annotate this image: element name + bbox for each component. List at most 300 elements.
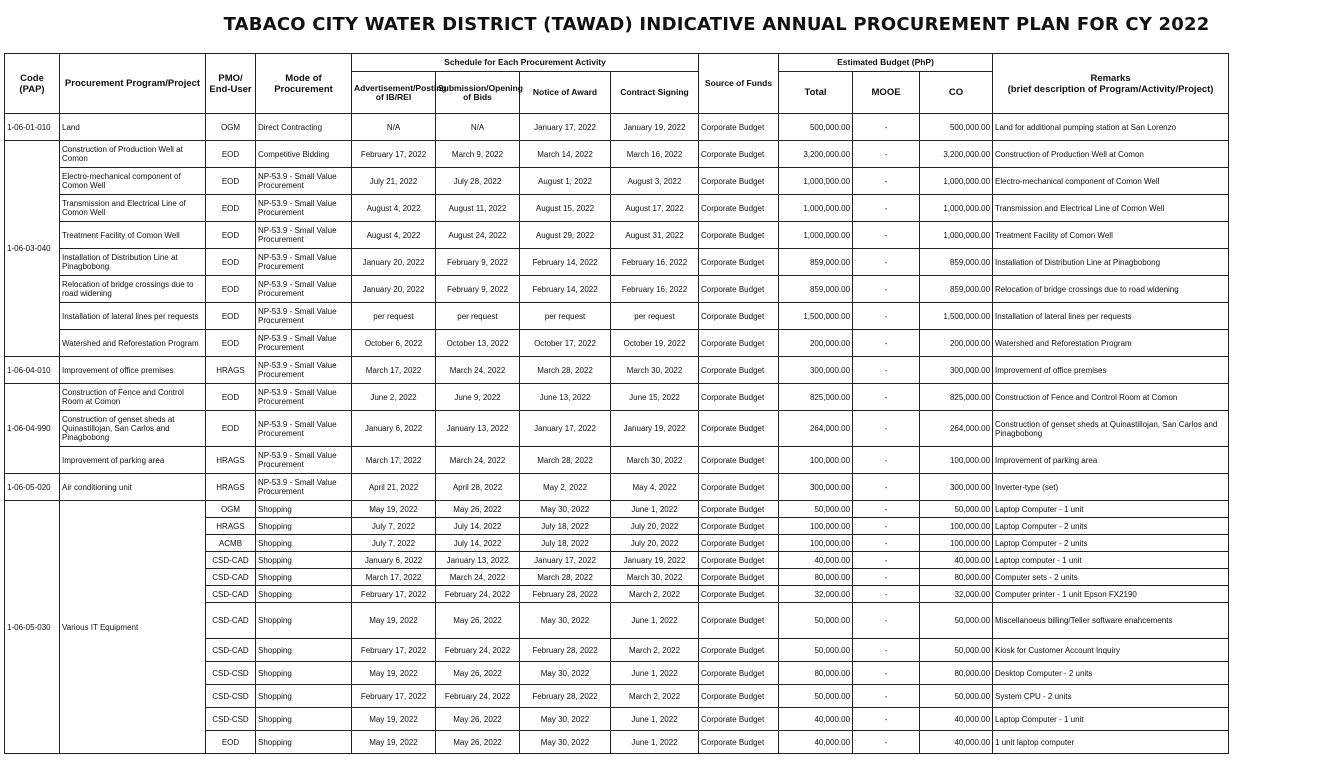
mode-cell: NP-53.9 - Small Value Procurement	[256, 474, 352, 501]
sub-cell: May 26, 2022	[436, 731, 520, 754]
remarks-cell: Desktop Computer - 2 units	[993, 662, 1229, 685]
pmo-cell: HRAGS	[206, 447, 256, 474]
total-cell: 50,000.00	[779, 603, 853, 639]
program-cell: Air conditioning unit	[60, 474, 206, 501]
award-cell: February 28, 2022	[520, 685, 611, 708]
table-row	[5, 357, 1229, 384]
mooe-cell: -	[853, 168, 920, 195]
adv-cell: June 2, 2022	[352, 384, 436, 411]
sub-cell: May 26, 2022	[436, 662, 520, 685]
total-cell: 100,000.00	[779, 518, 853, 535]
code-cell: 1-06-04-990	[5, 384, 60, 474]
remarks-cell: Relocation of bridge crossings due to road widening	[993, 276, 1229, 303]
mode-cell: Competitive Bidding	[256, 141, 352, 168]
sub-cell: April 28, 2022	[436, 474, 520, 501]
total-cell: 300,000.00	[779, 474, 853, 501]
program-cell: Construction of Production Well at Comon	[60, 141, 206, 168]
co-cell: 300,000.00	[920, 474, 993, 501]
program-cell: Installation of lateral lines per requests	[60, 303, 206, 330]
mode-cell: Shopping	[256, 569, 352, 586]
mode-cell: Shopping	[256, 639, 352, 662]
mooe-cell: -	[853, 639, 920, 662]
remarks-cell: Laptop Computer - 2 units	[993, 535, 1229, 552]
total-cell: 100,000.00	[779, 447, 853, 474]
mooe-cell: -	[853, 357, 920, 384]
source-cell: Corporate Budget	[699, 708, 779, 731]
adv-cell: May 19, 2022	[352, 603, 436, 639]
contract-cell: March 2, 2022	[611, 586, 699, 603]
contract-cell: August 3, 2022	[611, 168, 699, 195]
program-cell: Transmission and Electrical Line of Comon Well	[60, 195, 206, 222]
code-cell: 1-06-04-010	[5, 357, 60, 384]
mooe-cell: -	[853, 114, 920, 141]
sub-cell: January 13, 2022	[436, 552, 520, 569]
adv-cell: per request	[352, 303, 436, 330]
header-award: Notice of Award	[520, 72, 611, 114]
adv-cell: August 4, 2022	[352, 195, 436, 222]
award-cell: August 29, 2022	[520, 222, 611, 249]
award-cell: July 18, 2022	[520, 518, 611, 535]
source-cell: Corporate Budget	[699, 330, 779, 357]
pmo-cell: EOD	[206, 249, 256, 276]
remarks-cell: Computer printer - 1 unit Epson FX2190	[993, 586, 1229, 603]
source-cell: Corporate Budget	[699, 447, 779, 474]
source-cell: Corporate Budget	[699, 685, 779, 708]
pmo-cell: EOD	[206, 168, 256, 195]
header-remarks-title: Remarks	[1090, 72, 1131, 84]
source-cell: Corporate Budget	[699, 411, 779, 447]
contract-cell: August 17, 2022	[611, 195, 699, 222]
program-cell: Watershed and Reforestation Program	[60, 330, 206, 357]
sub-cell: January 13, 2022	[436, 411, 520, 447]
contract-cell: March 2, 2022	[611, 685, 699, 708]
source-cell: Corporate Budget	[699, 569, 779, 586]
sub-cell: March 9, 2022	[436, 141, 520, 168]
adv-cell: February 17, 2022	[352, 639, 436, 662]
co-cell: 100,000.00	[920, 447, 993, 474]
header-contract: Contract Signing	[611, 72, 699, 114]
mooe-cell: -	[853, 330, 920, 357]
table-body	[5, 114, 1229, 754]
remarks-cell: Laptop Computer - 1 unit	[993, 708, 1229, 731]
mode-cell: Shopping	[256, 731, 352, 754]
award-cell: January 17, 2022	[520, 552, 611, 569]
program-cell: Land	[60, 114, 206, 141]
adv-cell: October 6, 2022	[352, 330, 436, 357]
mooe-cell: -	[853, 569, 920, 586]
pmo-cell: HRAGS	[206, 474, 256, 501]
remarks-cell: Improvement of office premises	[993, 357, 1229, 384]
co-cell: 859,000.00	[920, 276, 993, 303]
award-cell: August 1, 2022	[520, 168, 611, 195]
header-program: Procurement Program/Project	[60, 54, 206, 114]
sub-cell: February 9, 2022	[436, 276, 520, 303]
sub-cell: August 24, 2022	[436, 222, 520, 249]
mooe-cell: -	[853, 249, 920, 276]
mode-cell: NP-53.9 - Small Value Procurement	[256, 222, 352, 249]
mode-cell: NP-53.9 - Small Value Procurement	[256, 276, 352, 303]
adv-cell: March 17, 2022	[352, 357, 436, 384]
award-cell: March 28, 2022	[520, 447, 611, 474]
total-cell: 200,000.00	[779, 330, 853, 357]
mooe-cell: -	[853, 222, 920, 249]
award-cell: August 15, 2022	[520, 195, 611, 222]
contract-cell: March 16, 2022	[611, 141, 699, 168]
source-cell: Corporate Budget	[699, 639, 779, 662]
remarks-cell: Laptop computer - 1 unit	[993, 552, 1229, 569]
total-cell: 40,000.00	[779, 708, 853, 731]
co-cell: 50,000.00	[920, 685, 993, 708]
co-cell: 264,000.00	[920, 411, 993, 447]
adv-cell: January 20, 2022	[352, 276, 436, 303]
sub-cell: June 9, 2022	[436, 384, 520, 411]
sub-cell: May 26, 2022	[436, 501, 520, 518]
code-cell: 1-06-03-040	[5, 141, 60, 357]
pmo-cell: CSD-CAD	[206, 552, 256, 569]
program-cell: Construction of genset sheds at Quinastillojan, San Carlos and Pinagbobong	[60, 411, 206, 447]
procurement-plan-table	[4, 53, 1229, 754]
pmo-cell: CSD-CAD	[206, 603, 256, 639]
remarks-cell: Laptop Computer - 2 units	[993, 518, 1229, 535]
sub-cell: March 24, 2022	[436, 447, 520, 474]
sub-cell: March 24, 2022	[436, 357, 520, 384]
total-cell: 264,000.00	[779, 411, 853, 447]
mode-cell: NP-53.9 - Small Value Procurement	[256, 195, 352, 222]
sub-cell: July 14, 2022	[436, 535, 520, 552]
header-adv: Advertisement/Posting of IB/REI	[352, 72, 436, 114]
program-cell: Installation of Distribution Line at Pinagbobong	[60, 249, 206, 276]
pmo-cell: HRAGS	[206, 518, 256, 535]
sub-cell: August 11, 2022	[436, 195, 520, 222]
total-cell: 50,000.00	[779, 501, 853, 518]
co-cell: 1,500,000.00	[920, 303, 993, 330]
table-row	[5, 249, 1229, 276]
table-row	[5, 114, 1229, 141]
pmo-cell: CSD-CSD	[206, 685, 256, 708]
pmo-cell: EOD	[206, 330, 256, 357]
contract-cell: per request	[611, 303, 699, 330]
table-row	[5, 222, 1229, 249]
header-remarks-sub: (brief description of Program/Activity/Project)	[1007, 83, 1214, 95]
contract-cell: June 1, 2022	[611, 708, 699, 731]
adv-cell: January 6, 2022	[352, 552, 436, 569]
pmo-cell: EOD	[206, 731, 256, 754]
source-cell: Corporate Budget	[699, 501, 779, 518]
award-cell: February 14, 2022	[520, 276, 611, 303]
adv-cell: May 19, 2022	[352, 708, 436, 731]
award-cell: May 30, 2022	[520, 501, 611, 518]
adv-cell: February 17, 2022	[352, 586, 436, 603]
award-cell: October 17, 2022	[520, 330, 611, 357]
mooe-cell: -	[853, 586, 920, 603]
adv-cell: May 19, 2022	[352, 731, 436, 754]
sub-cell: May 26, 2022	[436, 708, 520, 731]
mooe-cell: -	[853, 662, 920, 685]
remarks-cell: Land for additional pumping station at San Lorenzo	[993, 114, 1229, 141]
co-cell: 40,000.00	[920, 552, 993, 569]
contract-cell: June 1, 2022	[611, 501, 699, 518]
co-cell: 300,000.00	[920, 357, 993, 384]
co-cell: 40,000.00	[920, 731, 993, 754]
award-cell: per request	[520, 303, 611, 330]
total-cell: 859,000.00	[779, 276, 853, 303]
co-cell: 1,000,000.00	[920, 195, 993, 222]
mode-cell: NP-53.9 - Small Value Procurement	[256, 330, 352, 357]
source-cell: Corporate Budget	[699, 535, 779, 552]
mooe-cell: -	[853, 474, 920, 501]
table-row	[5, 330, 1229, 357]
award-cell: July 18, 2022	[520, 535, 611, 552]
remarks-cell: Construction of genset sheds at Quinastillojan, San Carlos and Pinagbobong	[993, 411, 1229, 447]
total-cell: 859,000.00	[779, 249, 853, 276]
total-cell: 1,000,000.00	[779, 222, 853, 249]
pmo-cell: CSD-CAD	[206, 639, 256, 662]
pmo-cell: HRAGS	[206, 357, 256, 384]
remarks-cell: Laptop Computer - 1 unit	[993, 501, 1229, 518]
contract-cell: January 19, 2022	[611, 552, 699, 569]
total-cell: 1,000,000.00	[779, 168, 853, 195]
mooe-cell: -	[853, 685, 920, 708]
table-row	[5, 384, 1229, 411]
remarks-cell: Kiosk for Customer Account Inquiry	[993, 639, 1229, 662]
total-cell: 500,000.00	[779, 114, 853, 141]
contract-cell: February 16, 2022	[611, 276, 699, 303]
award-cell: June 13, 2022	[520, 384, 611, 411]
mooe-cell: -	[853, 501, 920, 518]
co-cell: 3,200,000.00	[920, 141, 993, 168]
contract-cell: July 20, 2022	[611, 518, 699, 535]
total-cell: 80,000.00	[779, 662, 853, 685]
mode-cell: NP-53.9 - Small Value Procurement	[256, 303, 352, 330]
mode-cell: Shopping	[256, 603, 352, 639]
mode-cell: Shopping	[256, 535, 352, 552]
contract-cell: March 30, 2022	[611, 357, 699, 384]
table-row	[5, 276, 1229, 303]
source-cell: Corporate Budget	[699, 474, 779, 501]
pmo-cell: EOD	[206, 276, 256, 303]
adv-cell: N/A	[352, 114, 436, 141]
source-cell: Corporate Budget	[699, 114, 779, 141]
remarks-cell: Miscellanoeus billing/Teller software enahcements	[993, 603, 1229, 639]
mode-cell: NP-53.9 - Small Value Procurement	[256, 384, 352, 411]
program-cell: Improvement of parking area	[60, 447, 206, 474]
pmo-cell: CSD-CAD	[206, 586, 256, 603]
mode-cell: Shopping	[256, 685, 352, 708]
award-cell: May 2, 2022	[520, 474, 611, 501]
total-cell: 1,500,000.00	[779, 303, 853, 330]
adv-cell: July 21, 2022	[352, 168, 436, 195]
pmo-cell: EOD	[206, 384, 256, 411]
remarks-cell: Installation of lateral lines per requests	[993, 303, 1229, 330]
co-cell: 100,000.00	[920, 518, 993, 535]
co-cell: 859,000.00	[920, 249, 993, 276]
adv-cell: July 7, 2022	[352, 535, 436, 552]
program-cell: Treatment Facility of Comon Well	[60, 222, 206, 249]
total-cell: 1,000,000.00	[779, 195, 853, 222]
co-cell: 80,000.00	[920, 662, 993, 685]
remarks-cell: Computer sets - 2 units	[993, 569, 1229, 586]
award-cell: February 14, 2022	[520, 249, 611, 276]
adv-cell: March 17, 2022	[352, 447, 436, 474]
mooe-cell: -	[853, 276, 920, 303]
mooe-cell: -	[853, 384, 920, 411]
table-header	[5, 54, 1229, 114]
award-cell: May 30, 2022	[520, 662, 611, 685]
sub-cell: March 24, 2022	[436, 569, 520, 586]
total-cell: 50,000.00	[779, 685, 853, 708]
adv-cell: January 20, 2022	[352, 249, 436, 276]
award-cell: January 17, 2022	[520, 411, 611, 447]
mooe-cell: -	[853, 303, 920, 330]
co-cell: 50,000.00	[920, 603, 993, 639]
pmo-cell: EOD	[206, 195, 256, 222]
source-cell: Corporate Budget	[699, 662, 779, 685]
sub-cell: May 26, 2022	[436, 603, 520, 639]
mooe-cell: -	[853, 141, 920, 168]
total-cell: 40,000.00	[779, 731, 853, 754]
total-cell: 32,000.00	[779, 586, 853, 603]
program-cell: Improvement of office premises	[60, 357, 206, 384]
sub-cell: July 14, 2022	[436, 518, 520, 535]
sub-cell: February 24, 2022	[436, 586, 520, 603]
remarks-cell: Transmission and Electrical Line of Comon Well	[993, 195, 1229, 222]
table-row	[5, 168, 1229, 195]
pmo-cell: CSD-CSD	[206, 662, 256, 685]
program-cell: Relocation of bridge crossings due to road widening	[60, 276, 206, 303]
header-code: Code (PAP)	[5, 54, 60, 114]
program-cell: Electro-mechanical component of Comon Well	[60, 168, 206, 195]
pmo-cell: EOD	[206, 222, 256, 249]
table-row	[5, 411, 1229, 447]
mooe-cell: -	[853, 535, 920, 552]
adv-cell: March 17, 2022	[352, 569, 436, 586]
adv-cell: July 7, 2022	[352, 518, 436, 535]
contract-cell: February 16, 2022	[611, 249, 699, 276]
pmo-cell: EOD	[206, 303, 256, 330]
remarks-cell: Watershed and Reforestation Program	[993, 330, 1229, 357]
contract-cell: January 19, 2022	[611, 411, 699, 447]
pmo-cell: ACMB	[206, 535, 256, 552]
mode-cell: NP-53.9 - Small Value Procurement	[256, 357, 352, 384]
program-cell: Construction of Fence and Control Room at Comon	[60, 384, 206, 411]
sub-cell: February 24, 2022	[436, 685, 520, 708]
header-remarks	[993, 54, 1229, 114]
total-cell: 100,000.00	[779, 535, 853, 552]
source-cell: Corporate Budget	[699, 222, 779, 249]
pmo-cell: OGM	[206, 114, 256, 141]
pmo-cell: EOD	[206, 411, 256, 447]
total-cell: 80,000.00	[779, 569, 853, 586]
mooe-cell: -	[853, 518, 920, 535]
table-row	[5, 501, 1229, 518]
mode-cell: Shopping	[256, 586, 352, 603]
co-cell: 50,000.00	[920, 639, 993, 662]
source-cell: Corporate Budget	[699, 276, 779, 303]
total-cell: 40,000.00	[779, 552, 853, 569]
header-sub: Submission/Opening of Bids	[436, 72, 520, 114]
adv-cell: May 19, 2022	[352, 662, 436, 685]
mooe-cell: -	[853, 708, 920, 731]
contract-cell: May 4, 2022	[611, 474, 699, 501]
co-cell: 40,000.00	[920, 708, 993, 731]
source-cell: Corporate Budget	[699, 586, 779, 603]
source-cell: Corporate Budget	[699, 731, 779, 754]
header-mode: Mode of Procurement	[256, 54, 352, 114]
source-cell: Corporate Budget	[699, 603, 779, 639]
total-cell: 50,000.00	[779, 639, 853, 662]
total-cell: 825,000.00	[779, 384, 853, 411]
pmo-cell: CSD-CAD	[206, 569, 256, 586]
co-cell: 1,000,000.00	[920, 168, 993, 195]
mode-cell: Shopping	[256, 501, 352, 518]
contract-cell: June 15, 2022	[611, 384, 699, 411]
source-cell: Corporate Budget	[699, 303, 779, 330]
mooe-cell: -	[853, 447, 920, 474]
award-cell: March 28, 2022	[520, 569, 611, 586]
adv-cell: January 6, 2022	[352, 411, 436, 447]
co-cell: 200,000.00	[920, 330, 993, 357]
mode-cell: NP-53.9 - Small Value Procurement	[256, 447, 352, 474]
sub-cell: per request	[436, 303, 520, 330]
source-cell: Corporate Budget	[699, 384, 779, 411]
adv-cell: May 19, 2022	[352, 501, 436, 518]
co-cell: 50,000.00	[920, 501, 993, 518]
mooe-cell: -	[853, 603, 920, 639]
mode-cell: Shopping	[256, 662, 352, 685]
header-pmo: PMO/ End-User	[206, 54, 256, 114]
source-cell: Corporate Budget	[699, 141, 779, 168]
source-cell: Corporate Budget	[699, 249, 779, 276]
mode-cell: Shopping	[256, 708, 352, 731]
source-cell: Corporate Budget	[699, 168, 779, 195]
pmo-cell: OGM	[206, 501, 256, 518]
sub-cell: October 13, 2022	[436, 330, 520, 357]
adv-cell: February 17, 2022	[352, 141, 436, 168]
remarks-cell: Improvement of parking area	[993, 447, 1229, 474]
contract-cell: October 19, 2022	[611, 330, 699, 357]
mode-cell: Direct Contracting	[256, 114, 352, 141]
adv-cell: February 17, 2022	[352, 685, 436, 708]
table-row	[5, 474, 1229, 501]
mooe-cell: -	[853, 731, 920, 754]
table-row	[5, 195, 1229, 222]
mode-cell: NP-53.9 - Small Value Procurement	[256, 168, 352, 195]
mode-cell: Shopping	[256, 518, 352, 535]
award-cell: March 14, 2022	[520, 141, 611, 168]
program-cell: Various IT Equipment	[60, 501, 206, 754]
award-cell: January 17, 2022	[520, 114, 611, 141]
header-co: CO	[920, 72, 993, 114]
adv-cell: August 4, 2022	[352, 222, 436, 249]
co-cell: 1,000,000.00	[920, 222, 993, 249]
contract-cell: March 2, 2022	[611, 639, 699, 662]
pmo-cell: EOD	[206, 141, 256, 168]
remarks-cell: Electro-mechanical component of Comon Well	[993, 168, 1229, 195]
header-total: Total	[779, 72, 853, 114]
code-cell: 1-06-05-020	[5, 474, 60, 501]
header-source: Source of Funds	[699, 54, 779, 114]
contract-cell: March 30, 2022	[611, 569, 699, 586]
award-cell: May 30, 2022	[520, 603, 611, 639]
remarks-cell: 1 unit laptop computer	[993, 731, 1229, 754]
remarks-cell: Construction of Production Well at Comon	[993, 141, 1229, 168]
contract-cell: June 1, 2022	[611, 603, 699, 639]
adv-cell: April 21, 2022	[352, 474, 436, 501]
award-cell: February 28, 2022	[520, 639, 611, 662]
source-cell: Corporate Budget	[699, 552, 779, 569]
contract-cell: July 20, 2022	[611, 535, 699, 552]
table-row	[5, 141, 1229, 168]
